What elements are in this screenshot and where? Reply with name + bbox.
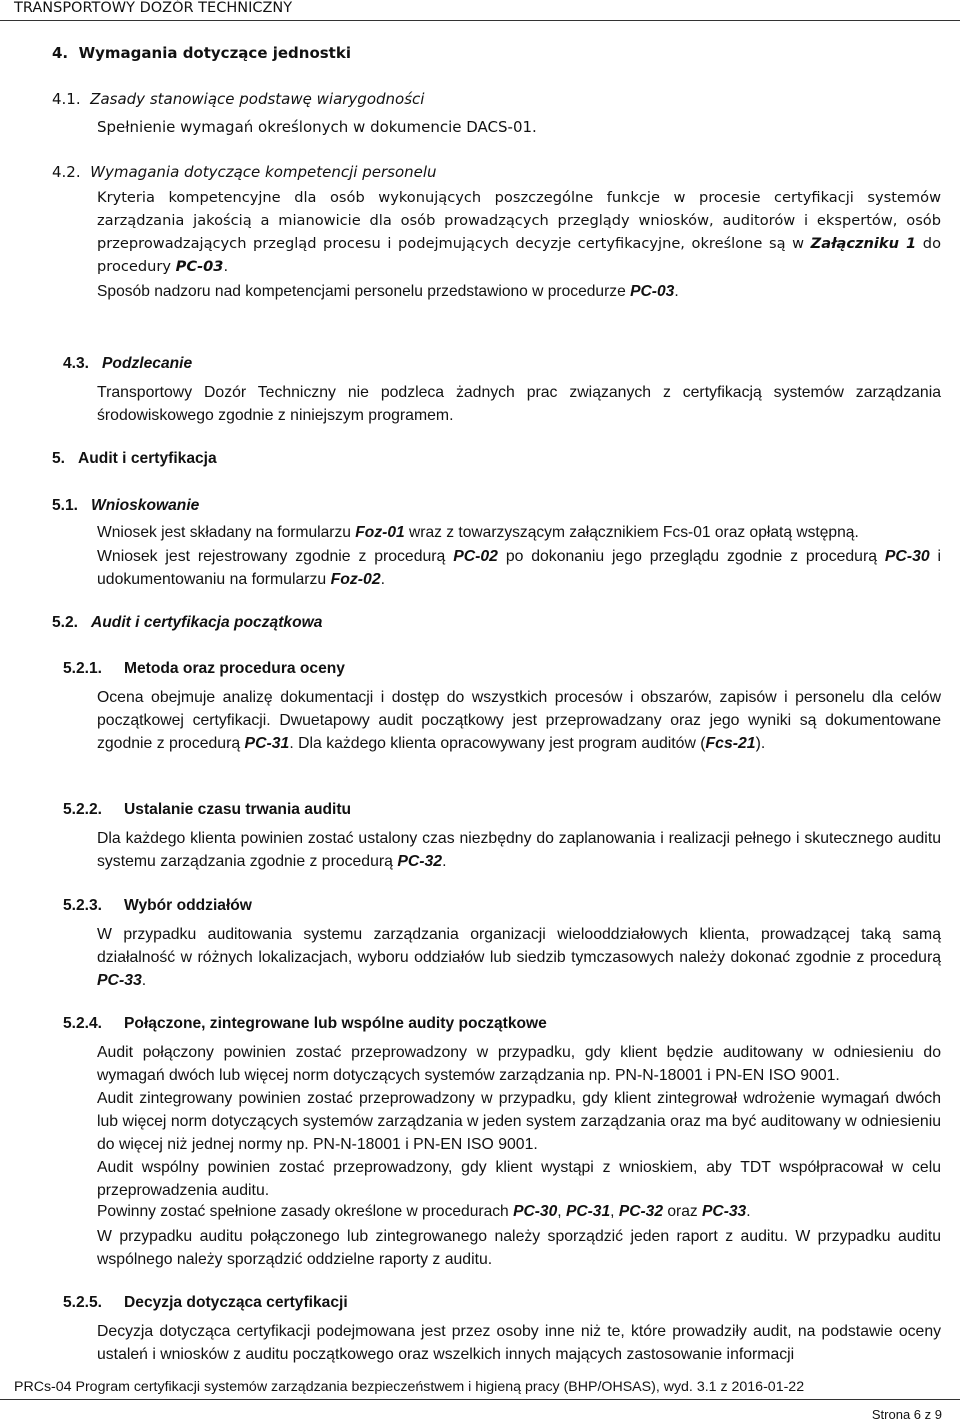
section-5-2-4-paragraph-1: Audit połączony powinien zostać przeprowadzony w przypadku, gdy klient będzie auditowany w odniesieniu do wymagań dwóch lub więcej norm dotyczących systemów zarządzania np. PN-N-18001 i PN-EN ISO 9001. [97, 1044, 941, 1084]
section-5-2-2-heading [63, 801, 351, 819]
section-4-3-heading [63, 355, 192, 373]
section-4-heading [52, 44, 351, 62]
document-reference: PC-32 [618, 1203, 664, 1220]
text-run: . [223, 258, 229, 275]
document-reference: PC-30 [513, 1203, 558, 1220]
section-5-1-line-1 [97, 524, 859, 542]
document-reference: Załączniku 1 [810, 235, 917, 252]
section-number: 5.2.1. [63, 660, 103, 677]
section-number: 4.1. [52, 90, 81, 108]
section-4-1-text: Spełnienie wymagań określonych w dokumencie DACS-01. [97, 118, 537, 136]
section-5-heading [52, 450, 217, 468]
section-title: Metoda oraz procedura oceny [124, 660, 345, 677]
section-4-2-heading [52, 163, 437, 181]
section-5-2-1-heading [63, 660, 345, 678]
section-4-1-heading [52, 90, 424, 108]
section-number: 5.2.2. [63, 801, 103, 818]
section-number: 5.2.4. [63, 1015, 103, 1032]
text-run: do procedury [97, 235, 941, 275]
text-run: . [141, 972, 147, 989]
section-title: Wymagania dotyczące jednostki [78, 44, 351, 62]
section-5-2-5-heading [63, 1294, 348, 1312]
section-5-2-3-heading [63, 897, 252, 915]
section-5-1-heading [52, 497, 199, 515]
text-run: . [746, 1203, 751, 1220]
document-reference: PC-33 [97, 972, 142, 989]
document-reference: PC-32 [397, 853, 443, 870]
section-5-2-5-text: Decyzja dotycząca certyfikacji podejmowana jest przez osoby inne niż te, które prowadziły audit, na podstawie oceny ustaleń i wniosków z auditu początkowego oraz wszelkich innych mających zastosowanie informacji [97, 1323, 941, 1363]
section-5-2-4-paragraph-2: Audit zintegrowany powinien zostać przeprowadzony w przypadku, gdy klient zintegrował wdrożenie wymagań dwóch lub więcej norm dotyczących systemów zarządzania w jeden system zarządzania oraz ma być auditowany w odniesieniu do więcej niż jednej normy np. PN-N-18001 i PN-EN ISO 9001. [97, 1090, 941, 1153]
section-4-2-paragraph-1 [97, 186, 941, 278]
text-run: . [674, 283, 679, 300]
section-5-2-2-text [97, 827, 941, 873]
section-4-3-text: Transportowy Dozór Techniczny nie podzleca żadnych prac związanych z certyfikacją systemów zarządzania środowiskowego zgodnie z niniejszym programem. [97, 384, 941, 424]
section-5-2-4-paragraph-4 [97, 1203, 751, 1221]
section-title: Wymagania dotyczące kompetencji personelu [90, 163, 437, 181]
document-reference: PC-30 [884, 548, 930, 565]
section-number: 5.2.5. [63, 1294, 103, 1311]
document-reference: PC-03 [175, 258, 224, 275]
text-run: Kryteria kompetencyjne dla osób wykonujących poszczególne funkcje w procesie certyfikacji systemów zarządzania jakością a mianowicie dla osób prowadzących przeglądy wniosków, auditorów i ekspertów, osób przeprowadzających przegląd procesu i podejmujących decyzje certyfikacyjne, określone są w [97, 189, 941, 252]
section-5-2-4-heading [63, 1015, 547, 1033]
text-run: wraz z towarzyszącym załącznikiem Fcs-01 oraz opłatą wstępną. [404, 524, 859, 541]
section-5-2-4-paragraph-3: Audit wspólny powinien zostać przeprowadzony, gdy klient wystąpi z wnioskiem, aby TDT współpracował w celu przeprowadzenia auditu. [97, 1159, 941, 1199]
text-run: i udokumentowaniu na formularzu [97, 548, 942, 588]
section-5-2-4-paragraph-5: W przypadku auditu połączonego lub zintegrowanego należy sporządzić jeden raport z auditu. W przypadku auditu wspólnego należy sporządzić oddzielne raporty z auditu. [97, 1228, 941, 1268]
text-run: Wniosek jest składany na formularzu [97, 524, 356, 541]
document-reference: Fcs-21 [705, 735, 756, 752]
text-run: . [380, 571, 385, 588]
section-5-1-line-2 [97, 545, 941, 591]
text-run: ). [755, 735, 766, 752]
text-run: Sposób nadzoru nad kompetencjami personelu przedstawiono w procedurze [97, 283, 631, 300]
section-number: 5.2. [52, 614, 79, 631]
document-reference: PC-31 [565, 1203, 611, 1220]
section-title: Połączone, zintegrowane lub wspólne audity początkowe [124, 1015, 547, 1032]
document-reference: Foz-02 [330, 571, 381, 588]
section-title: Zasady stanowiące podstawę wiarygodności [90, 90, 425, 108]
text-run: Ocena obejmuje analizę dokumentacji i dostęp do wszystkich procesów i obszarów, zapisów i personelu dla celów początkowej certyfikacji. Dwuetapowy audit początkowy jest przeprowadzany oraz jego wyniki są dokumentowane zgodnie z procedurą [97, 689, 941, 752]
text-run: Dla każdego klienta powinien zostać ustalony czas niezbędny do zaplanowania i realizacji pełnego i skutecznego auditu systemu zarządzania zgodnie z procedurą [97, 830, 941, 870]
section-title: Podzlecanie [102, 355, 193, 372]
header-title: TRANSPORTOWY DOZÓR TECHNICZNY [14, 0, 293, 16]
document-reference: PC-02 [453, 548, 498, 565]
section-number: 5. [52, 450, 66, 467]
section-title: Audit i certyfikacja początkowa [91, 614, 323, 631]
section-number: 4.3. [63, 355, 90, 372]
text-run: Powinny zostać spełnione zasady określone w procedurach [97, 1203, 514, 1220]
footer-divider [0, 1399, 960, 1400]
header-divider [0, 20, 960, 21]
document-reference: PC-31 [244, 735, 290, 752]
document-reference: PC-33 [702, 1203, 747, 1220]
section-5-2-1-text [97, 686, 941, 755]
text-run: . [442, 853, 447, 870]
section-title: Wnioskowanie [91, 497, 200, 514]
text-run: po dokonaniu jego przeglądu zgodnie z procedurą [497, 548, 885, 565]
text-run: W przypadku auditowania systemu zarządzania organizacji wielooddziałowych klienta, prowadzącej taką samą działalność w różnych lokalizacjach, wyboru oddziałów lub siedzib tymczasowych należy dokonać zgodnie z procedurą [97, 926, 941, 966]
section-number: 5.1. [52, 497, 79, 514]
section-title: Ustalanie czasu trwania auditu [124, 801, 352, 818]
text-run: oraz [663, 1203, 703, 1220]
document-reference: Foz-01 [355, 524, 405, 541]
section-4-2-paragraph-2 [97, 283, 679, 301]
text-run: , [610, 1203, 619, 1220]
section-title: Audit i certyfikacja [78, 450, 217, 467]
section-5-2-heading [52, 614, 322, 632]
section-number: 4.2. [52, 163, 81, 181]
section-number: 4. [52, 44, 69, 62]
text-run: Wniosek jest rejestrowany zgodnie z procedurą [97, 548, 454, 565]
section-title: Wybór oddziałów [124, 897, 252, 914]
footer-text: PRCs-04 Program certyfikacji systemów zarządzania bezpieczeństwem i higieną pracy (BHP/OHSAS), wyd. 3.1 z 2016-01-22 [14, 1379, 805, 1395]
section-title: Decyzja dotycząca certyfikacji [124, 1294, 348, 1311]
text-run: . Dla każdego klienta opracowywany jest program auditów ( [289, 735, 706, 752]
page-number: Strona 6 z 9 [871, 1407, 942, 1422]
document-reference: PC-03 [630, 283, 675, 300]
text-run: , [557, 1203, 566, 1220]
section-number: 5.2.3. [63, 897, 103, 914]
section-5-2-3-text [97, 923, 941, 992]
